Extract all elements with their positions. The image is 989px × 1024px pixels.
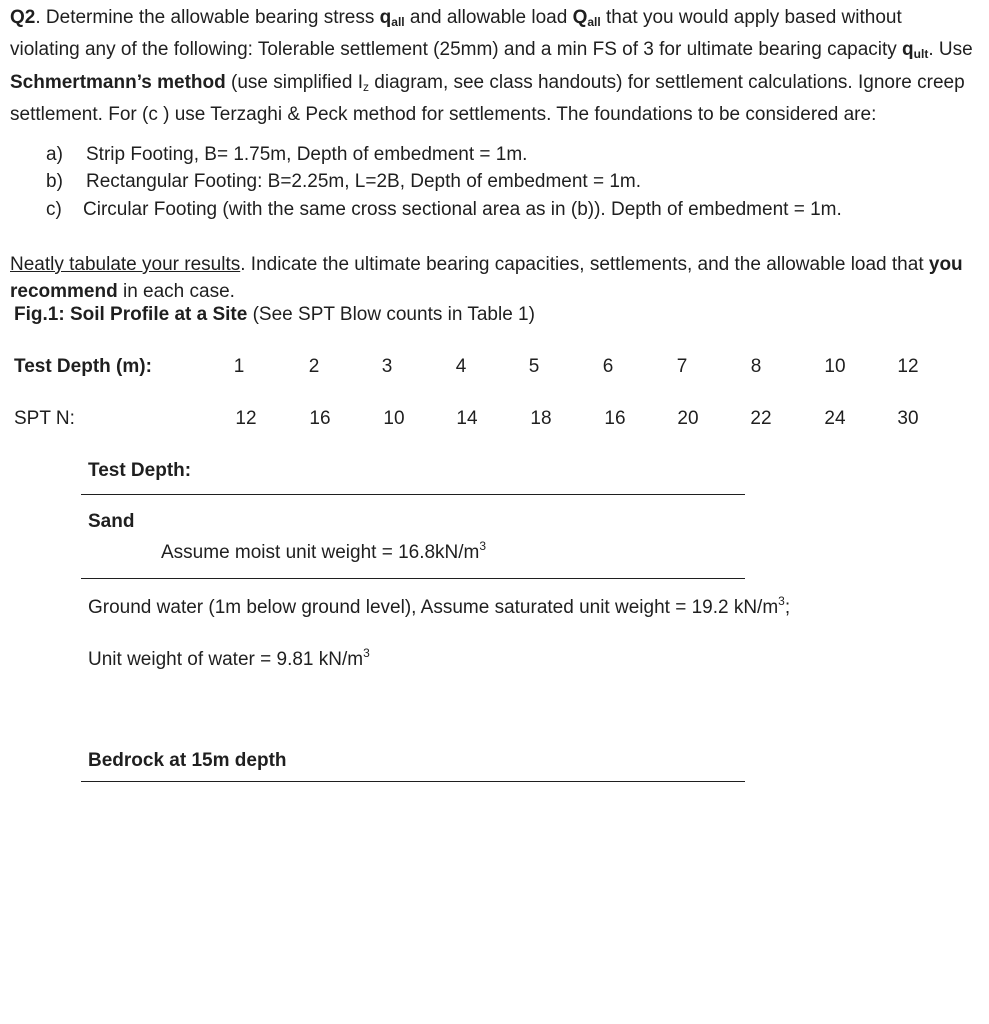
spt-n-row <box>14 407 974 431</box>
water-unit-weight-note: Unit weight of water = 9.81 $kN/m^3$ <box>88 646 370 670</box>
depth-cell: 10 <box>824 356 846 377</box>
q-ult-symbol: $q_{ult}$ <box>902 39 929 62</box>
depth-cell: 4 <box>455 356 467 377</box>
groundwater-note: Ground water (1m below ground level), Assume saturated unit weight = 19.2 $kN/m^3$; <box>88 594 791 618</box>
question-paragraph: Q2. Determine the allowable bearing stress $q_{all}$ and allowable load $Q_{all}$ that you would apply based without violating any of the following: Tolerable settlement (25mm) and a min FS of 3 for ultimate bearing capacity $q_{ult}$. Use Schmertmann’s method (use simplified $I_z$ diagram, see class handouts) for settlement calculations. Ignore creep settlement. For (c ) use Terzaghi & Peck method for settlements. The foundations to be considered are: <box>10 7 973 125</box>
spt-n-cell: 16 <box>604 408 626 429</box>
spt-n-cell: 18 <box>530 408 552 429</box>
instructions-paragraph: Neatly tabulate your results. Indicate the ultimate bearing capacities, settlements, and the allowable load that you recommend in each case. <box>10 254 963 303</box>
spt-n-cell: 12 <box>235 408 257 429</box>
depth-row-label: Test Depth (m): <box>14 356 152 377</box>
method-name: Schmertmann’s method <box>10 71 226 93</box>
sand-label: Sand <box>88 511 135 532</box>
figure-caption: Fig.1: Soil Profile at a Site (See SPT Blow counts in Table 1) <box>14 304 535 325</box>
q-all-symbol: $q_{all}$ <box>379 7 405 29</box>
depth-cell: 12 <box>897 356 919 377</box>
spt-n-cell: 10 <box>383 408 405 429</box>
profile-test-depth-label: Test Depth: <box>88 460 192 481</box>
list-item: b) Rectangular Footing: B=2.25m, L=2B, Depth of embedment = 1m. <box>46 171 642 193</box>
groundwater-line <box>81 578 745 579</box>
spt-n-cell: 20 <box>677 408 699 429</box>
depth-cell: 1 <box>233 356 245 377</box>
depth-cell: 5 <box>528 356 540 377</box>
moist-unit-weight-note: Assume moist unit weight = $16.8kN/m^3$ <box>161 539 487 563</box>
list-item: c) Circular Footing (with the same cross sectional area as in (b)). Depth of embedment = 1m. <box>46 198 842 220</box>
spt-n-cell: 16 <box>309 408 331 429</box>
foundations-list <box>46 141 842 223</box>
question-label: Q2 <box>10 7 36 28</box>
depth-cell: 2 <box>308 356 320 377</box>
list-item: a) Strip Footing, B= 1.75m, Depth of embedment = 1m. <box>46 144 528 165</box>
ground-surface-line <box>81 494 745 495</box>
depth-row <box>14 355 974 379</box>
spt-n-cell: 14 <box>456 408 478 429</box>
depth-cell: 3 <box>381 356 393 377</box>
bedrock-line <box>81 781 745 782</box>
depth-cell: 8 <box>750 356 762 377</box>
spt-n-row-label: SPT N: <box>14 408 75 429</box>
spt-n-cell: 22 <box>750 408 772 429</box>
bedrock-label: Bedrock at 15m depth <box>88 750 287 771</box>
depth-cell: 7 <box>676 356 688 377</box>
Q-all-symbol: $Q_{all}$ <box>572 7 601 29</box>
depth-cell: 6 <box>602 356 614 377</box>
spt-n-cell: 24 <box>824 408 846 429</box>
spt-n-cell: 30 <box>897 408 919 429</box>
